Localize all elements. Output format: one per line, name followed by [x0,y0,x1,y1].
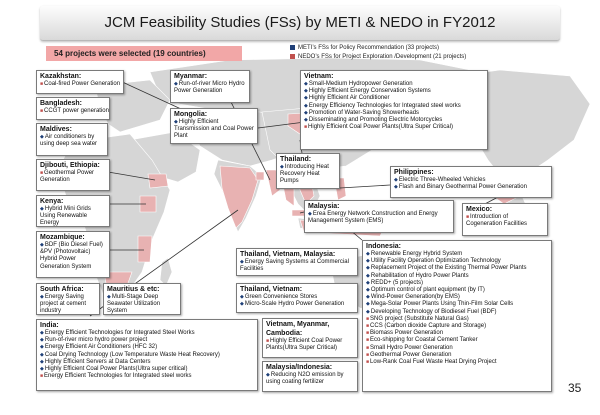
box-vietnam-item: ■ Highly Efficient Coal Power Plants(Ultra Super Critical) [304,124,484,131]
box-indonesia-item: ■ Biomass Power Generation [366,330,548,337]
legend-nedo-swatch [290,54,295,59]
box-indonesia-item: ◆ REDD+ (5 projects) [366,280,548,287]
legend-nedo-label: NEDO’s FSs for Project Exploration /Development (21 projects) [298,54,467,60]
box-mauritius [103,283,181,315]
box-kenya-title: Kenya: [40,198,64,205]
map-madagascar [160,258,172,286]
box-maldives-title: Maldives: [40,126,72,133]
box-djibouti-title: Djibouti, Ethiopia: [40,162,100,169]
box-mozambique-item: ◆ BDF (Bio Diesel Fuel) &PV (Photovoltaic) Hybrid Power Generation System [40,242,106,271]
box-indonesia-item: ◆ Mega-Solar Power Plants Using Thin-Film Solar Cells [366,301,548,308]
box-djibouti-ethiopia [36,159,110,191]
box-mozambique-title: Mozambique: [40,234,85,241]
box-myanmar-title: Myanmar: [174,73,208,80]
conn-philippines [340,185,390,188]
box-indonesia-item: ◆ Renewable Energy Hybrid System [366,251,548,258]
legend-meti [290,44,466,53]
box-mexico-title: Mexico: [466,206,493,213]
box-mongolia-title: Mongolia: [174,111,208,118]
box-tvm-item: ◆ Energy Saving Systems at Commercial Facilities [240,259,354,273]
box-thailand-item: ◆ Introducing Heat Recovery Heat Pumps [280,164,336,186]
box-south-africa-item: ◆ Energy Saving project at cement industry [40,294,96,315]
box-indonesia-item: ■ Low-Rank Coal Fuel Waste Heat Drying Project [366,359,548,366]
box-indonesia-item: ■ Geothermal Power Generation [366,352,548,359]
box-malaysia-indonesia [262,361,358,392]
box-vmc-item: ■ Highly Efficient Coal Power Plants(Ultra Super Critical) [266,338,354,352]
box-malaysia-item: ◆ Erea Energy Network Construction and Energy Management System (EMS) [308,211,450,225]
box-tv-item: ◆ Micro-Scale Hydro Power Generation [240,301,354,308]
box-vietnam-item: ◆ Promotion of Water-Saving Showerheads [304,110,484,117]
box-tv-item: ◆ Green Convenience Stores [240,294,354,301]
box-mauritius-title: Mauritius & etc: [107,286,160,293]
box-south-africa [36,283,100,315]
box-thailand [276,153,340,189]
box-india-item: ◆ Highly Efficient Coal Power Plants(Ultra super critical) [40,366,254,373]
box-india-item: ◆ Highly Efficient Servers at Data Centers [40,359,254,366]
box-kazakhstan [36,70,124,94]
box-indonesia-item: ◆ Rehabilitation of Hydro Power Plants [366,273,548,280]
box-mauritius-item: ◆ Multi-Stage Deep Seawater Utilization System [107,294,177,315]
box-indonesia-title: Indonesia: [366,243,402,250]
box-india-item: ◆ Energy Efficient Air Conditioners (HFC 32) [40,344,254,351]
box-maldives [36,123,108,156]
box-bangladesh-item: ■ CCGT power generation [40,108,106,115]
box-kenya [36,195,110,227]
box-myanmar [170,70,250,103]
box-vietnam-item: ◆ Disseminating and Promoting Electric Motorcycles [304,117,484,124]
box-mozambique [36,231,110,278]
box-indonesia-item: ◆ Replacement Project of the Existing Thermal Power Plants [366,265,548,272]
page-number: 35 [568,381,582,395]
box-vietnam-item: ◆ Highly Efficient Energy Conservation Systems [304,88,484,95]
box-indonesia-item: ■ CCS (Carbon dioxide Capture and Storage) [366,323,548,330]
legend-meti-swatch [290,45,295,50]
box-kazakhstan-title: Kazakhstan: [40,73,82,80]
box-tvm-title: Thailand, Vietnam, Malaysia: [240,251,336,258]
box-vmc-title: Vietnam, Myanmar, Cambodia: [266,321,330,337]
box-indonesia-item: ◆ Developing Technology of Biodiesel Fuel (BDF) [366,309,548,316]
box-bangladesh [36,97,110,120]
box-india [36,319,258,391]
box-vietnam-title: Vietnam: [304,73,334,80]
box-philippines [390,166,552,198]
legend [290,44,466,62]
box-djibouti-item: ■ Geothermal Power Generation [40,170,106,184]
box-indonesia-item: ◆ Wind-Power Generation(by EMS) [366,294,548,301]
box-mongolia-item: ◆ Highly Efficient Transmission and Coal Power Plant [174,119,254,141]
box-mongolia [170,108,258,144]
box-mexico-item: ■ Introduction of Cogeneration Facilities [466,214,544,228]
box-philippines-item: ◆ Electric Three-Wheeled Vehicles [394,177,548,184]
box-india-item: ■ Energy Efficient Technologies for Integrated steel works [40,373,254,380]
box-thailand-vietnam [236,283,358,313]
box-india-item: ◆ Coal Drying Technology (Low Temperature Waste Heat Recovery) [40,352,254,359]
box-philippines-title: Philippines: [394,169,434,176]
box-bangladesh-title: Bangladesh: [40,100,83,107]
box-philippines-item: ◆ Flash and Binary Geothermal Power Generation [394,184,548,191]
box-indonesia [362,240,552,392]
box-indonesia-item: ◆ Utility Facility Operation Optimization Technology [366,258,548,265]
box-tv-title: Thailand, Vietnam: [240,286,303,293]
projects-selected-banner: 54 projects were selected (19 countries) [46,46,242,61]
box-mal-indo-item: ◆ Reducing N2O emission by using coating fertilizer [266,372,354,386]
box-mal-indo-title: Malaysia/Indonesia: [266,364,333,371]
box-malaysia [304,200,454,233]
map-hl-djibouti [148,174,168,188]
legend-meti-label: METI’s FSs for Policy Recommendation (33 projects) [298,45,439,51]
box-thailand-title: Thailand: [280,156,312,163]
legend-nedo [290,53,466,62]
box-malaysia-title: Malaysia: [308,203,340,210]
box-vietnam-item: ◆ Small-Medium Hydropower Generation [304,81,484,88]
box-maldives-item: ◆ Air conditioners by using deep sea water [40,134,104,148]
map-hl-mozambique [138,236,152,262]
box-indonesia-item: ■ Eco-shipping for Coastal Cement Tanker [366,337,548,344]
slide-title: JCM Feasibility Studies (FSs) by METI & NEDO in FY2012 [40,6,560,41]
map-hl-bangladesh [256,172,264,180]
box-india-item: ◆ Run-of-river micro hydro power project [40,337,254,344]
box-vietnam-myanmar-cambodia [262,318,358,358]
box-indonesia-item: ■ SNG project (Substitute Natural Gas) [366,316,548,323]
box-india-title: India: [40,322,59,329]
box-myanmar-item: ◆ Run-of-river Micro Hydro Power Generation [174,81,246,95]
box-thailand-vietnam-malaysia [236,248,358,276]
box-vietnam-item: ◆ Highly Efficient Air Conditioner [304,95,484,102]
box-kenya-item: ◆ Hybrid Mini Grids Using Renewable Energy [40,206,106,227]
box-kazakhstan-item: ■ Coal-fired Power Generation [40,81,120,88]
box-vietnam [300,70,488,150]
box-indonesia-item: ■ Small Hydro Power Generation [366,345,548,352]
box-india-item: ◆ Energy Efficient Technologies for Integrated Steel Works [40,330,254,337]
box-mexico [462,203,548,236]
box-vietnam-item: ◆ Energy Efficiency Technologies for Integrated steel works [304,103,484,110]
box-indonesia-item: ◆ Optimum control of plant equipment (by IT) [366,287,548,294]
box-south-africa-title: South Africa: [40,286,84,293]
